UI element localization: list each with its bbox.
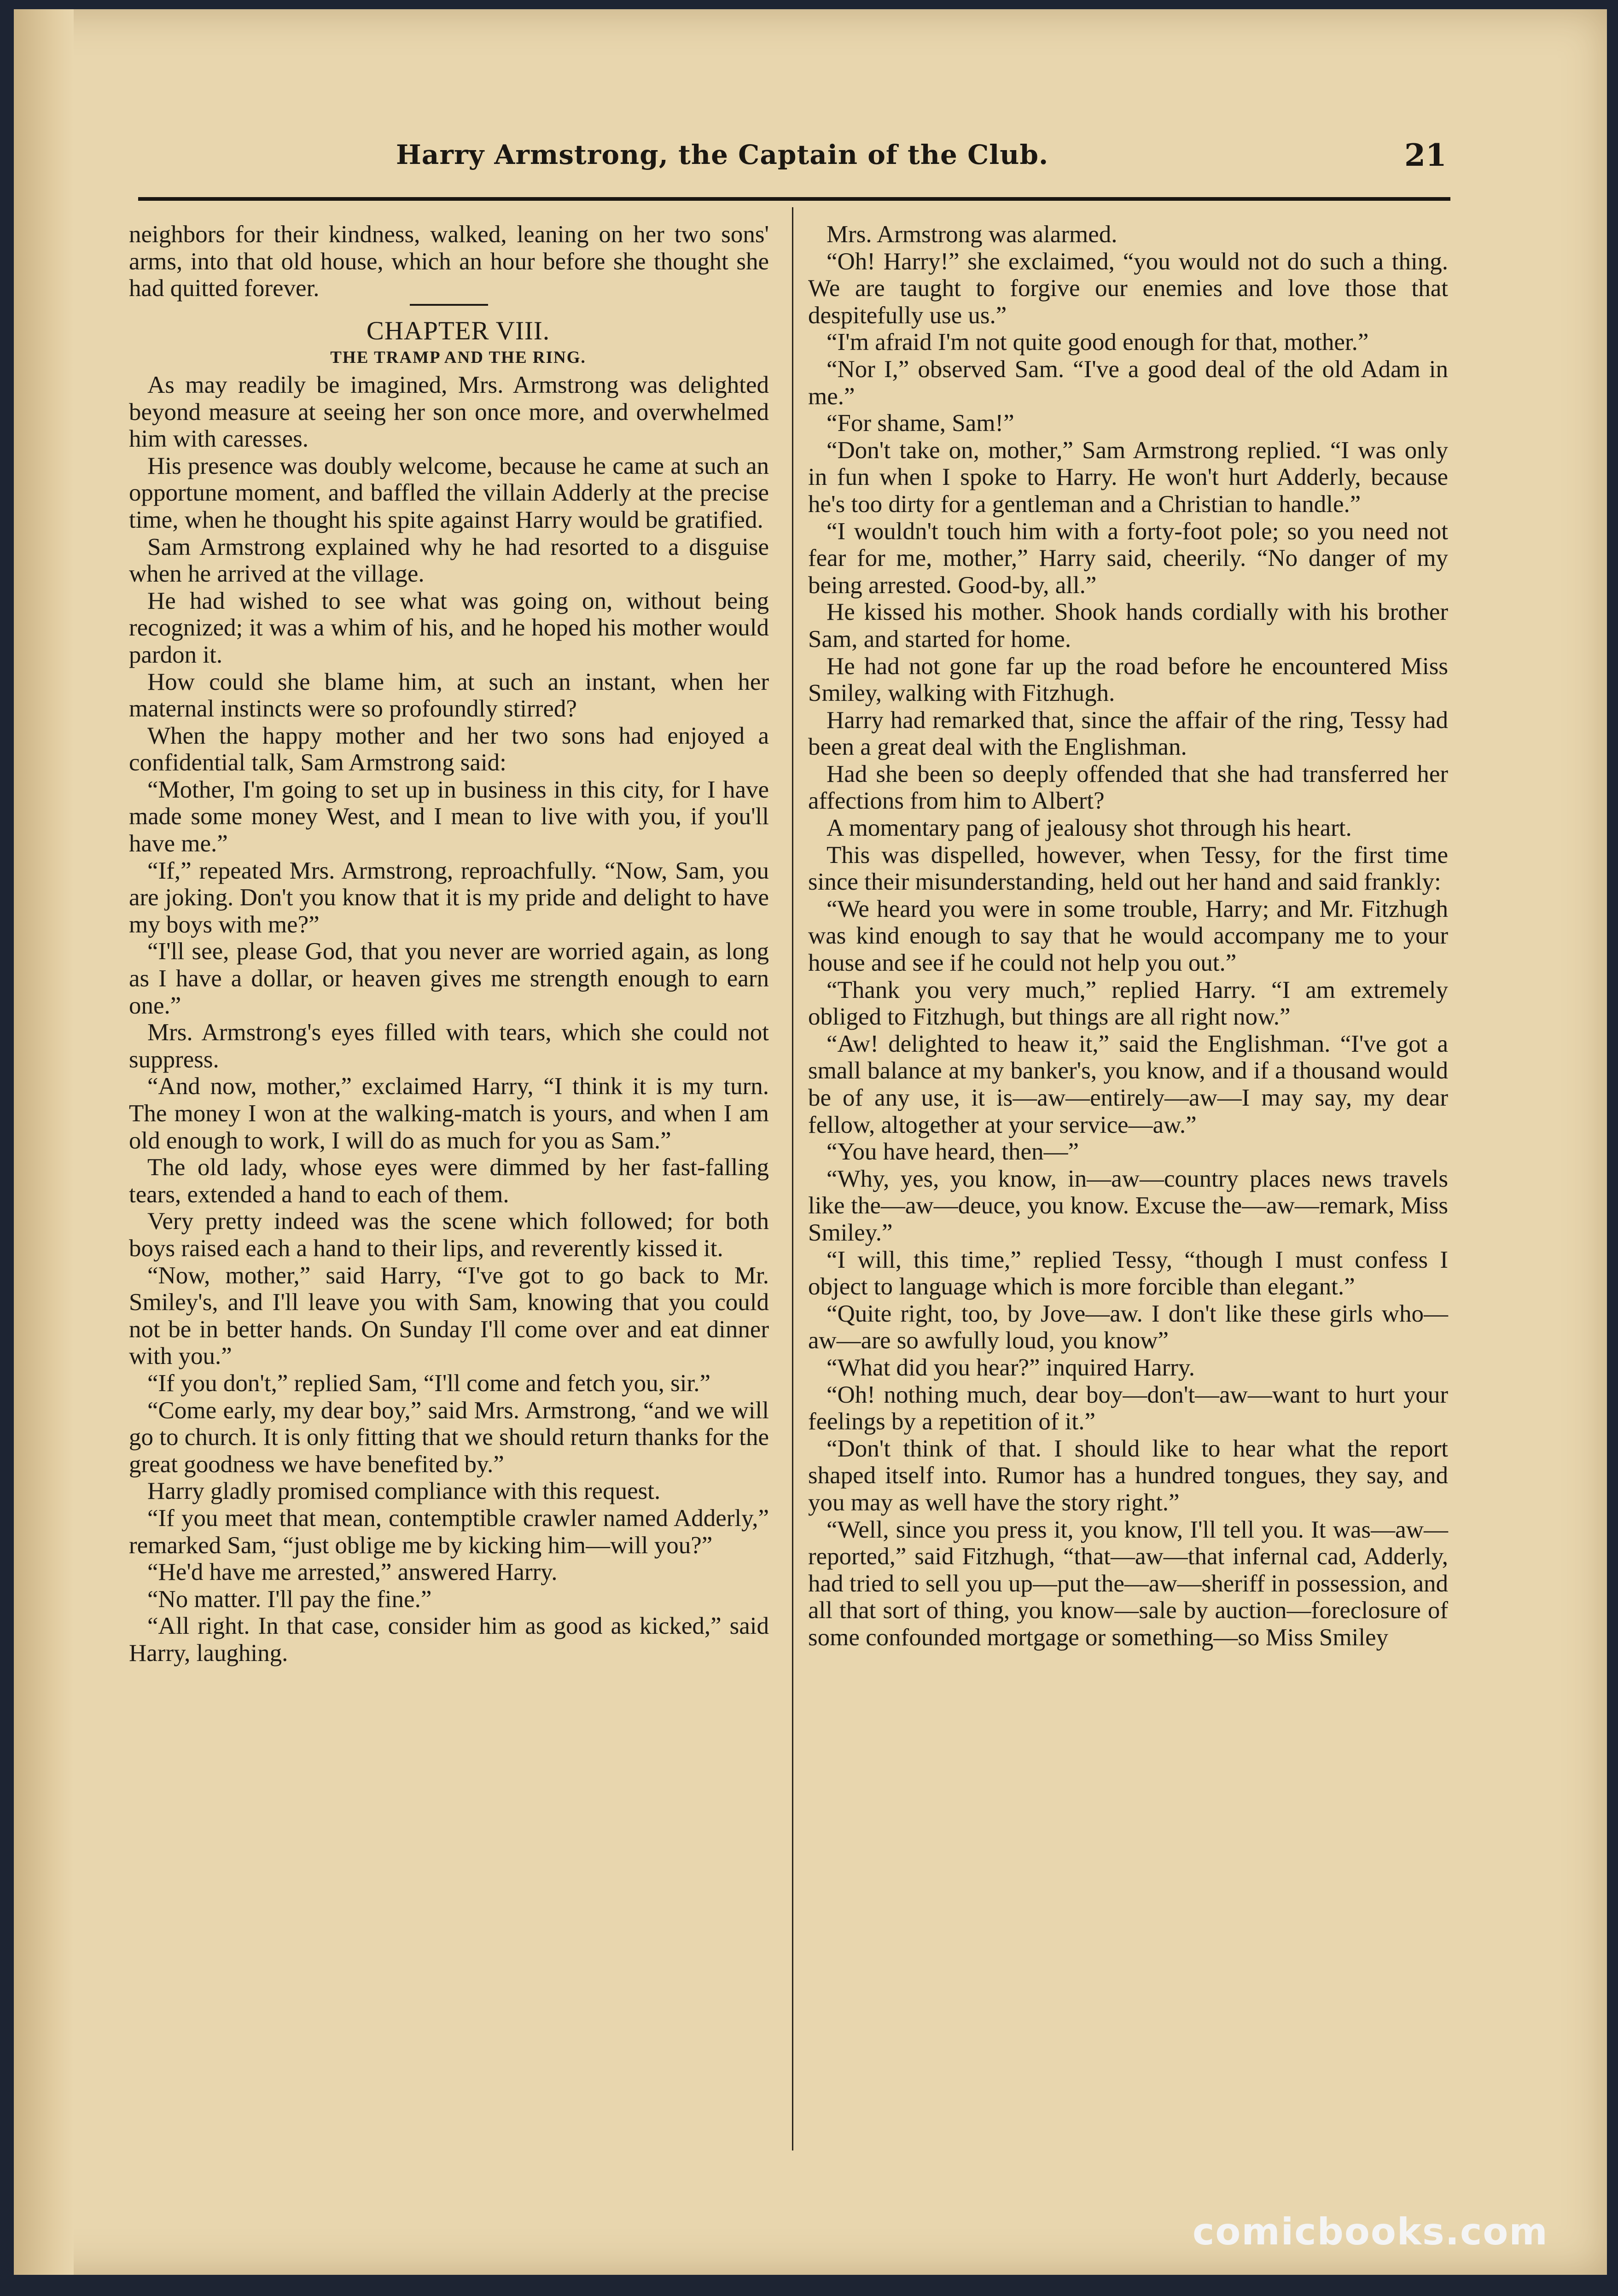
paragraph: Sam Armstrong explained why he had resorted to a disguise when he arrived at the village. (129, 533, 769, 588)
paragraph: “I'll see, please God, that you never are worried again, as long as I have a dollar, or heaven gives me strength enough to earn one.” (129, 938, 769, 1019)
paragraph: “For shame, Sam!” (826, 410, 1014, 437)
paragraph: “Thank you very much,” replied Harry. “I am extremely obliged to Fitzhugh, but things are all right now.” (808, 976, 1448, 1031)
paragraph: Mrs. Armstrong was alarmed. (826, 221, 1117, 248)
paragraph: Mrs. Armstrong's eyes filled with tears, which she could not suppress. (129, 1019, 769, 1073)
paragraph: “I'm afraid I'm not quite good enough for that, mother.” (826, 329, 1369, 356)
paragraph: How could she blame him, at such an instant, when her maternal instincts were so profoundly stirred? (129, 668, 769, 723)
paragraph: “All right. In that case, consider him as good as kicked,” said Harry, laughing. (129, 1613, 769, 1667)
paragraph: “What did you hear?” inquired Harry. (826, 1354, 1195, 1381)
paragraph: “Oh! nothing much, dear boy—don't—aw—want to hurt your feelings by a repetition of it.” (808, 1381, 1448, 1435)
page-number: 21 (1404, 137, 1447, 173)
paragraph: “Don't think of that. I should like to hear what the report shaped itself into. Rumor has a hundred tongues, they say, and you may as well have the story right.” (808, 1435, 1448, 1516)
paragraph: “No matter. I'll pay the fine.” (147, 1585, 432, 1613)
paragraph: neighbors for their kindness, walked, leaning on her two sons' arms, into that old house, which an hour before she thought she had quitted forever. (129, 221, 769, 302)
document-page (14, 9, 1607, 2275)
page-spine (14, 9, 74, 2275)
paragraph: He kissed his mother. Shook hands cordially with his brother Sam, and started for home. (808, 599, 1448, 653)
paragraph: “Quite right, too, by Jove—aw. I don't like these girls who—aw—are so awfully loud, you know” (808, 1300, 1448, 1354)
left-column (129, 221, 769, 1667)
paragraph: “If you don't,” replied Sam, “I'll come and fetch you, sir.” (147, 1369, 710, 1397)
paragraph: “And now, mother,” exclaimed Harry, “I think it is my turn. The money I won at the walking-match is yours, and when I am old enough to work, I will do as much for you as Sam.” (129, 1073, 769, 1154)
paragraph: “Well, since you press it, you know, I'll tell you. It was—aw—reported,” said Fitzhugh, “that—aw—that infernal cad, Adderly, had tried to sell you up—put the—aw—sheriff in possession, and all that sort of thing, you know—sale by auction—foreclosure of some confounded mortgage or something—so Miss Smiley (808, 1516, 1448, 1651)
paragraph: “Why, yes, you know, in—aw—country places news travels like the—aw—deuce, you know. Excuse the—aw—remark, Miss Smiley.” (808, 1165, 1448, 1246)
column-divider (792, 207, 793, 2150)
section-divider (410, 304, 488, 306)
paragraph: “If,” repeated Mrs. Armstrong, reproachfully. “Now, Sam, you are joking. Don't you know that it is my pride and delight to have my boys with me?” (129, 857, 769, 938)
paragraph: Very pretty indeed was the scene which followed; for both boys raised each a hand to their lips, and reverently kissed it. (129, 1208, 769, 1262)
paragraph: He had wished to see what was going on, without being recognized; it was a whim of his, and he hoped his mother would pardon it. (129, 587, 769, 668)
paragraph: When the happy mother and her two sons had enjoyed a confidential talk, Sam Armstrong said: (129, 722, 769, 776)
paragraph: This was dispelled, however, when Tessy, for the first time since their misunderstanding, held out her hand and said frankly: (808, 841, 1448, 896)
paragraph: “Now, mother,” said Harry, “I've got to go back to Mr. Smiley's, and I'll leave you with Sam, knowing that you could not be in better hands. On Sunday I'll come over and eat dinner with you.” (129, 1262, 769, 1370)
paragraph: “Nor I,” observed Sam. “I've a good deal of the old Adam in me.” (808, 355, 1448, 410)
paragraph: A momentary pang of jealousy shot through his heart. (826, 815, 1352, 842)
paragraph: “Mother, I'm going to set up in business in this city, for I have made some money West, and I mean to live with you, if you'll have me.” (129, 776, 769, 857)
paragraph: “Don't take on, mother,” Sam Armstrong replied. “I was only in fun when I spoke to Harry. He won't hurt Adderly, because he's too dirty for a gentleman and a Christian to handle.” (808, 437, 1448, 518)
header-rule (138, 197, 1450, 201)
running-title: Harry Armstrong, the Captain of the Club. (396, 139, 1049, 170)
paragraph: “If you meet that mean, contemptible crawler named Adderly,” remarked Sam, “just oblige me by kicking him—will you?” (129, 1504, 769, 1559)
paragraph: “Aw! delighted to heaw it,” said the Englishman. “I've got a small balance at my banker's, you know, and if a thousand would be of any use, it is—aw—entirely—aw—I may say, my dear fellow, altogether at your service—aw.” (808, 1030, 1448, 1138)
chapter-heading: CHAPTER VIII. (366, 316, 550, 345)
paragraph: “I will, this time,” replied Tessy, “though I must confess I object to language which is more forcible than elegant.” (808, 1246, 1448, 1300)
paragraph: As may readily be imagined, Mrs. Armstrong was delighted beyond measure at seeing her son once more, and overwhelmed him with caresses. (129, 371, 769, 453)
paragraph: He had not gone far up the road before he encountered Miss Smiley, walking with Fitzhugh. (808, 653, 1448, 707)
paragraph: “I wouldn't touch him with a forty-foot pole; so you need not fear for me, mother,” Harry said, cheerily. “No danger of my being arrested. Good-by, all.” (808, 518, 1448, 599)
paragraph: “Oh! Harry!” she exclaimed, “you would not do such a thing. We are taught to forgive our enemies and love those that despitefully use us.” (808, 248, 1448, 329)
right-column (808, 221, 1448, 1651)
paragraph: “Come early, my dear boy,” said Mrs. Armstrong, “and we will go to church. It is only fitting that we should return thanks for the great goodness we have benefited by.” (129, 1397, 769, 1478)
paragraph: “We heard you were in some trouble, Harry; and Mr. Fitzhugh was kind enough to say that he would accompany me to your house and see if he could not help you out.” (808, 895, 1448, 977)
paragraph: His presence was doubly welcome, because he came at such an opportune moment, and baffled the villain Adderly at the precise time, when he thought his spite against Harry would be gratified. (129, 452, 769, 533)
paragraph: “You have heard, then—” (826, 1138, 1079, 1165)
watermark: comicbooks.com (1193, 2210, 1548, 2253)
paragraph: Harry had remarked that, since the affair of the ring, Tessy had been a great deal with the Englishman. (808, 706, 1448, 761)
paragraph: Harry gladly promised compliance with this request. (147, 1478, 661, 1505)
chapter-subtitle: THE TRAMP AND THE RING. (330, 348, 586, 367)
paragraph: The old lady, whose eyes were dimmed by her fast-falling tears, extended a hand to each of them. (129, 1154, 769, 1208)
paragraph: Had she been so deeply offended that she had transferred her affections from him to Albert? (808, 760, 1448, 815)
paragraph: “He'd have me arrested,” answered Harry. (147, 1559, 558, 1586)
